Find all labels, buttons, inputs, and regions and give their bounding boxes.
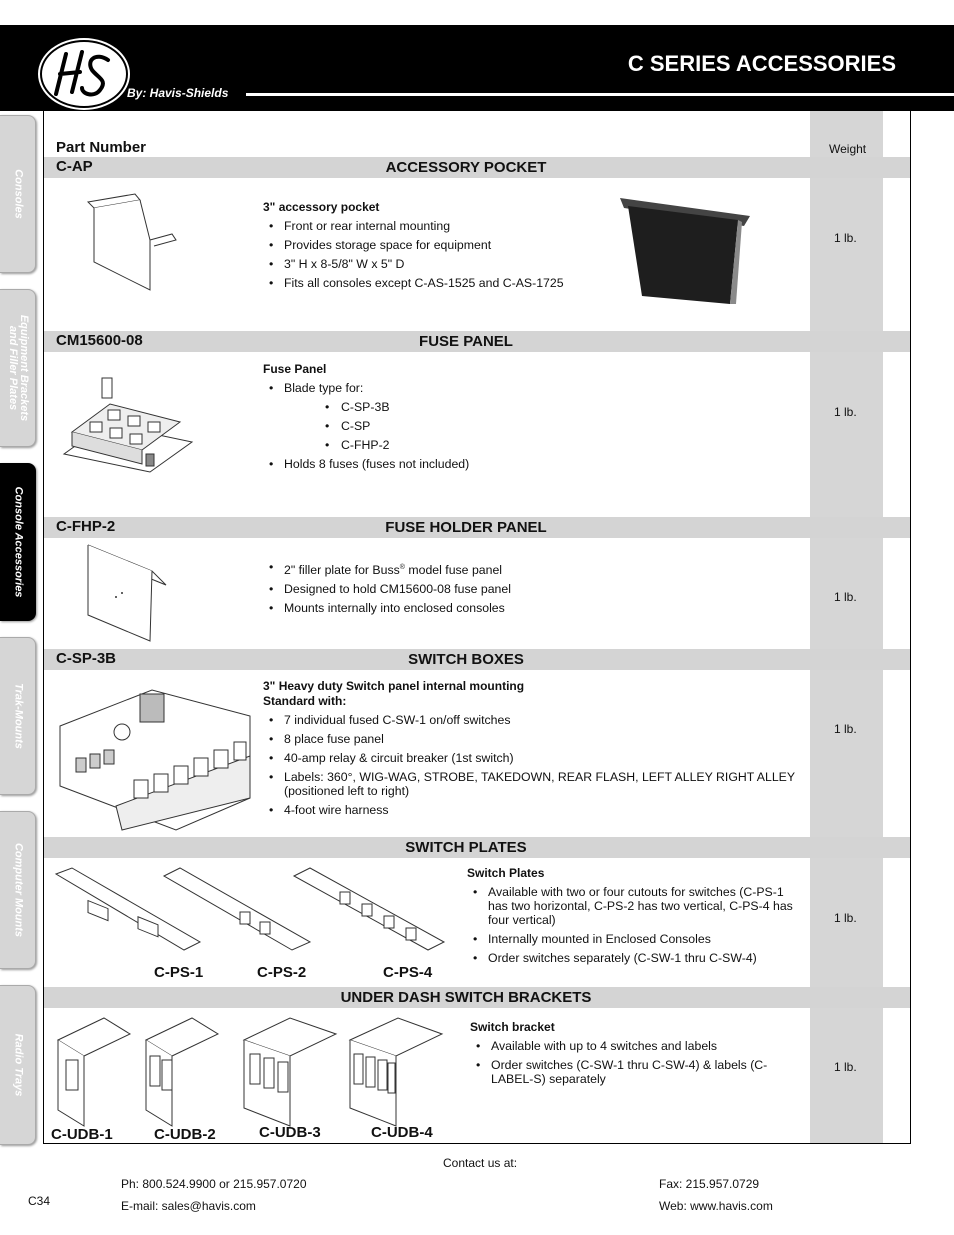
bullet: • 2" filler plate for Buss® model fuse panel: [263, 558, 511, 580]
fax-number: Fax: 215.957.0729: [659, 1177, 760, 1191]
caption-c-udb-1: C-UDB-1: [51, 1126, 113, 1143]
product-name: ACCESSORY POCKET: [385, 159, 547, 176]
weight-value: 1 lb.: [834, 1060, 857, 1074]
tab-label: Consoles: [12, 169, 24, 219]
tab-label: Console Accessories: [12, 486, 24, 598]
bullet: • Front or rear internal mounting: [263, 217, 564, 236]
contact-label: Contact us at:: [443, 1156, 518, 1170]
row-header-under-dash: [44, 987, 910, 1008]
bullet: • Fits all consoles except C-AS-1525 and C-AS-1725: [263, 274, 564, 293]
part-number: C-AP: [56, 158, 93, 175]
product-name: SWITCH PLATES: [405, 839, 527, 856]
switch-boxes-description: [263, 679, 804, 820]
sub-bullet: • C-FHP-2: [263, 436, 469, 455]
tab-label: Trak-Mounts: [12, 683, 24, 749]
tab-equipment-brackets[interactable]: [0, 289, 36, 447]
bullet: • Mounts internally into enclosed consoles: [263, 599, 511, 618]
bullet: • Provides storage space for equipment: [263, 236, 564, 255]
page-number: C34: [28, 1194, 51, 1208]
bullet: • Available with two or four cutouts for switches (C-PS-1 has two horizontal, C-PS-2 has two vertical, C-PS-4 has four vertical): [467, 883, 797, 930]
accessory-pocket-photo: [612, 192, 760, 308]
bullet: • 40-amp relay & circuit breaker (1st switch): [263, 749, 804, 768]
havis-shields-logo: [40, 40, 128, 108]
weight-value: 1 lb.: [834, 911, 857, 925]
bullet: • Designed to hold CM15600-08 fuse panel: [263, 580, 511, 599]
part-number-header: Part Number: [56, 139, 147, 156]
email-address[interactable]: E-mail: sales@havis.com: [121, 1199, 256, 1213]
bullet: • 7 individual fused C-SW-1 on/off switches: [263, 711, 804, 730]
product-name: FUSE PANEL: [419, 333, 513, 350]
switch-plates-description: [467, 866, 797, 968]
fuse-holder-description: [263, 556, 511, 618]
tab-label: Radio Trays: [12, 1033, 24, 1097]
sub-bullet: • C-SP: [263, 417, 469, 436]
fuse-holder-drawing: [82, 541, 172, 643]
caption-c-ps-1: C-PS-1: [154, 964, 204, 981]
product-name: SWITCH BOXES: [408, 651, 524, 668]
phone-number: Ph: 800.524.9900 or 215.957.0720: [121, 1177, 307, 1191]
switch-plates-drawing: [52, 864, 452, 960]
description-heading: 3" Heavy duty Switch panel internal mounting: [263, 679, 525, 693]
part-number: CM15600-08: [56, 332, 143, 349]
caption-c-udb-4: C-UDB-4: [371, 1124, 433, 1141]
tab-console-accessories[interactable]: [0, 463, 36, 621]
caption-c-ps-2: C-PS-2: [257, 964, 307, 981]
caption-c-udb-3: C-UDB-3: [259, 1124, 321, 1141]
tab-consoles[interactable]: [0, 115, 36, 273]
page-title: C SERIES ACCESSORIES: [627, 51, 896, 76]
accessory-pocket-drawing: [80, 190, 190, 300]
bullet: • Holds 8 fuses (fuses not included): [263, 455, 469, 474]
row-header-switch-plates: [44, 837, 910, 858]
fuse-panel-drawing: [60, 372, 200, 476]
weight-value: 1 lb.: [834, 722, 857, 736]
weight-header: Weight: [829, 142, 867, 156]
bullet: • Internally mounted in Enclosed Consoles: [467, 930, 797, 949]
part-number: C-SP-3B: [56, 650, 117, 667]
row-header-switch-boxes: [44, 649, 910, 670]
bullet: • 4-foot wire harness: [263, 801, 804, 820]
weight-value: 1 lb.: [834, 590, 857, 604]
bullet: • Blade type for:: [263, 379, 469, 398]
bullet: • Labels: 360°, WIG-WAG, STROBE, TAKEDOWN, REAR FLASH, LEFT ALLEY RIGHT ALLEY (positioned left to right): [263, 768, 804, 801]
tab-label: Computer Mounts: [12, 842, 24, 938]
caption-c-udb-2: C-UDB-2: [154, 1126, 216, 1143]
description-heading: Fuse Panel: [263, 362, 327, 376]
product-name: FUSE HOLDER PANEL: [385, 519, 547, 536]
bullet: • 8 place fuse panel: [263, 730, 804, 749]
website[interactable]: Web: www.havis.com: [659, 1199, 773, 1213]
tab-radio-trays[interactable]: [0, 985, 36, 1145]
description-heading: Switch bracket: [470, 1020, 555, 1034]
part-number: C-FHP-2: [56, 518, 116, 535]
bullet: • 3" H x 8-5/8" W x 5" D: [263, 255, 564, 274]
row-header-fuse-panel: [44, 331, 910, 352]
sub-bullet: • C-SP-3B: [263, 398, 469, 417]
bullet: • Available with up to 4 switches and labels: [470, 1037, 770, 1056]
row-header-fuse-holder: [44, 517, 910, 538]
byline: By: Havis-Shields: [127, 86, 229, 100]
description-subheading: Standard with:: [263, 694, 347, 708]
caption-c-ps-4: C-PS-4: [383, 964, 433, 981]
under-dash-brackets-drawing: [54, 1016, 444, 1128]
header-rule: [246, 93, 954, 96]
c-ap-description: [263, 200, 564, 293]
bullet: • Order switches separately (C-SW-1 thru C-SW-4): [467, 949, 797, 968]
switch-box-drawing: [56, 686, 252, 832]
description-heading: 3" accessory pocket: [263, 200, 380, 214]
tab-computer-mounts[interactable]: [0, 811, 36, 969]
weight-value: 1 lb.: [834, 405, 857, 419]
fuse-panel-description: [263, 362, 469, 474]
hs-logo-icon: [42, 42, 126, 106]
under-dash-description: [470, 1020, 770, 1089]
tab-trak-mounts[interactable]: [0, 637, 36, 795]
weight-value: 1 lb.: [834, 231, 857, 245]
tab-label: Equipment Brackets and Filler Plates: [6, 314, 30, 422]
bullet: • Order switches (C-SW-1 thru C-SW-4) & labels (C-LABEL-S) separately: [470, 1056, 770, 1089]
description-heading: Switch Plates: [467, 866, 545, 880]
row-header-c-ap: [44, 157, 910, 178]
product-name: UNDER DASH SWITCH BRACKETS: [340, 989, 592, 1006]
